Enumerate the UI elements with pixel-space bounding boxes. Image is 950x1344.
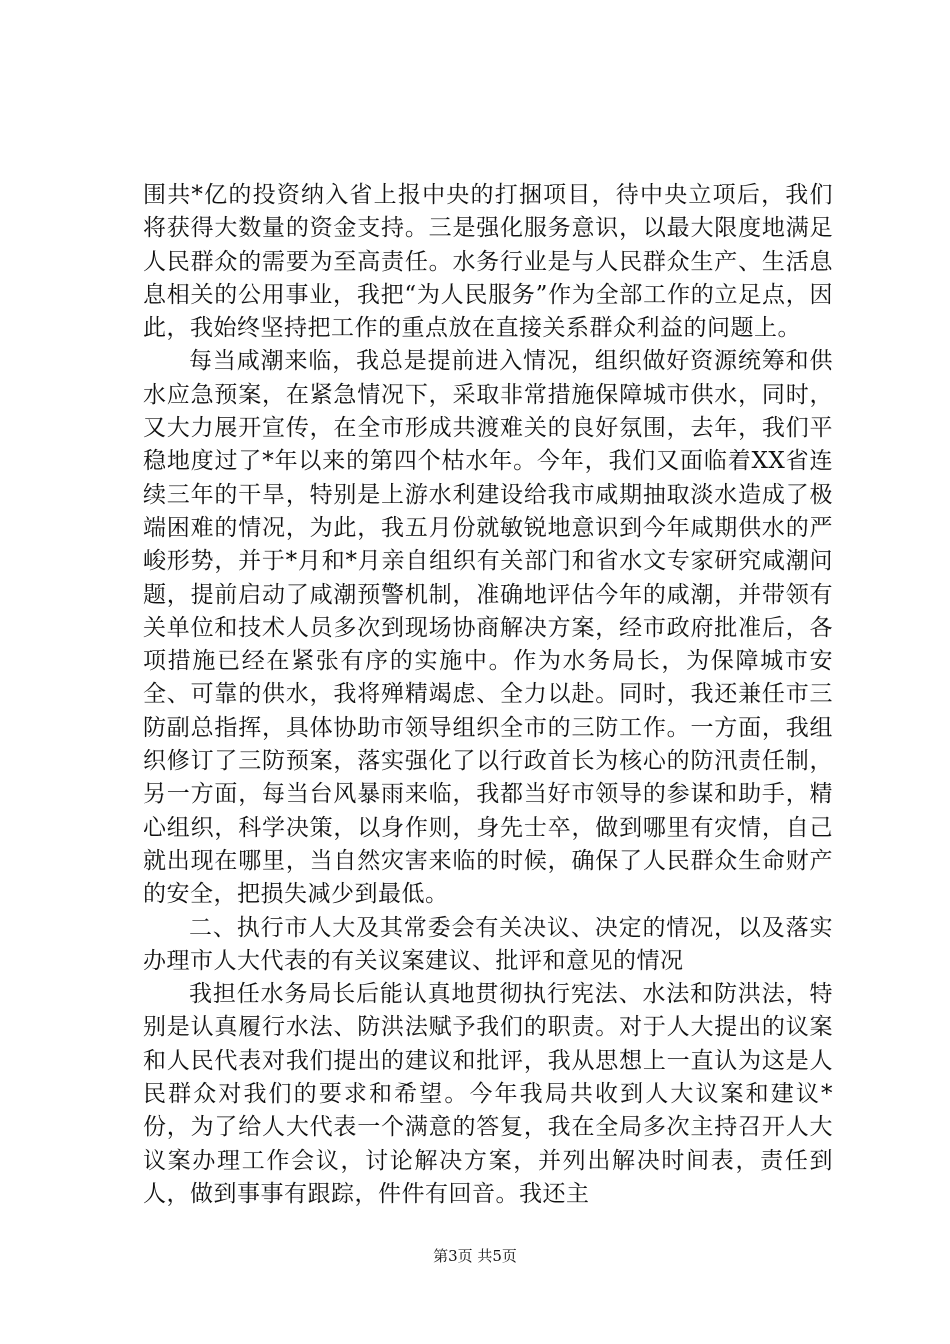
page-number-footer: 第3页 共5页 — [433, 1247, 517, 1265]
document-body — [143, 179, 833, 1211]
paragraph-1: 围共*亿的投资纳入省上报中央的打捆项目，待中央立项后，我们将获得大数量的资金支持。三是强化服务意识，以最大限度地满足人民群众的需要为至高责任。水务行业是与人民群众生产、生活息息相关的公用事业，我把“为人民服务”作为全部工作的立足点，因此，我始终坚持把工作的重点放在直接关系群众利益的问题上。 — [143, 182, 833, 342]
paragraph-2: 每当咸潮来临，我总是提前进入情况，组织做好资源统筹和供水应急预案，在紧急情况下，采取非常措施保障城市供水，同时，又大力展开宣传，在全市形成共渡难关的良好氛围，去年，我们平稳地度过了*年以来的第四个枯水年。今年，我们又面临着XX省连续三年的干旱，特别是上游水利建设给我市咸期抽取淡水造成了极端困难的情况，为此，我五月份就敏锐地意识到今年咸期供水的严峻形势，并于*月和*月亲自组织有关部门和省水文专家研究咸潮问题，提前启动了咸潮预警机制，准确地评估今年的咸潮，并带领有关单位和技术人员多次到现场协商解决方案，经市政府批准后，各项措施已经在紧张有序的实施中。作为水务局长，为保障城市安全、可靠的供水，我将殚精竭虑、全力以赴。同时，我还兼任市三防副总指挥，具体协助市领导组织全市的三防工作。一方面，我组织修订了三防预案，落实强化了以行政首长为核心的防汛责任制，另一方面，每当台风暴雨来临，我都当好市领导的参谋和助手，精心组织，科学决策，以身作则，身先士卒，做到哪里有灾情，自己就出现在哪里，当自然灾害来临的时候，确保了人民群众生命财产的安全，把损失减少到最低。 — [143, 348, 833, 908]
section-heading-2: 二、执行市人大及其常委会有关决议、决定的情况，以及落实办理市人大代表的有关议案建议、批评和意见的情况 — [143, 914, 833, 974]
paragraph-3: 我担任水务局长后能认真地贯彻执行宪法、水法和防洪法，特别是认真履行水法、防洪法赋予我们的职责。对于人大提出的议案和人民代表对我们提出的建议和批评，我从思想上一直认为这是人民群众对我们的要求和希望。今年我局共收到人大议案和建议*份，为了给人大代表一个满意的答复，我在全局多次主持召开人大议案办理工作会议，讨论解决方案，并列出解决时间表，责任到人，做到事事有跟踪，件件有回音。我还主 — [143, 981, 833, 1207]
